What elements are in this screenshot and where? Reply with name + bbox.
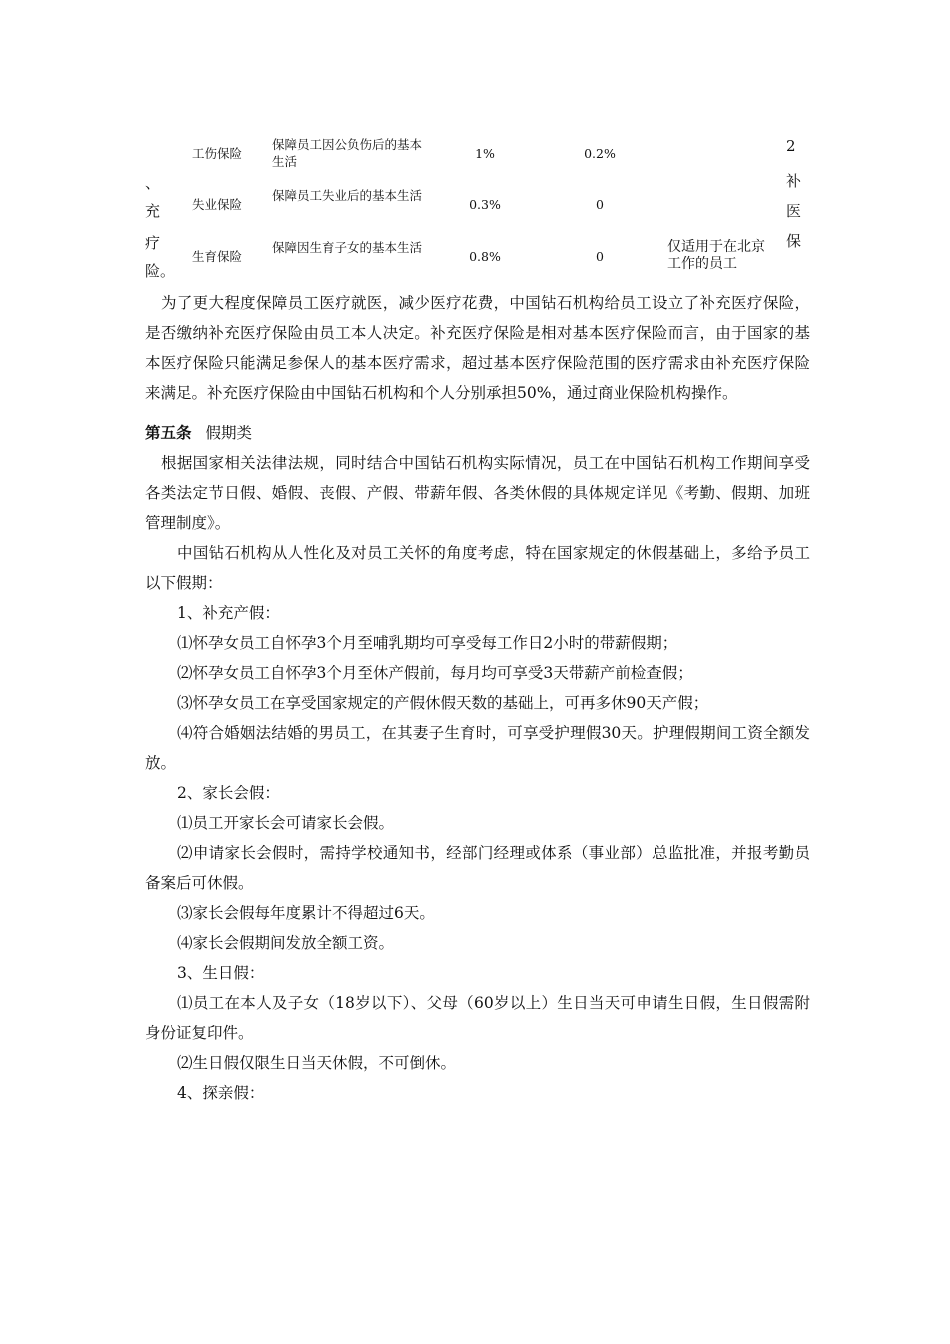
list-item: ⑵申请家长会假时，需持学校通知书，经部门经理或体系（事业部）总监批准，并报考勤员备案后可休假。 <box>145 844 810 892</box>
paragraph-leave-intro: 根据国家相关法律法规，同时结合中国钻石机构实际情况，员工在中国钻石机构工作期间享受各类法定节日假、婚假、丧假、产假、带薪年假、各类休假的具体规定详见《考勤、假期、加班管理制度》。 <box>145 454 810 532</box>
row-purpose: 保障员工失业后的基本生活 <box>272 188 423 203</box>
row-company-rate: 1% <box>475 146 495 161</box>
section-heading: 4、探亲假： <box>177 1084 265 1102</box>
left-fragment: 险。 <box>145 262 176 280</box>
left-fragment: 疗 <box>145 234 161 252</box>
row-purpose: 保障因生育子女的基本生活 <box>272 240 423 255</box>
section-heading: 2、家长会假： <box>177 784 280 802</box>
row-employee-rate: 0 <box>596 249 604 264</box>
list-item: ⑶怀孕女员工在享受国家规定的产假休假天数的基础上，可再多休90天产假； <box>177 694 709 712</box>
left-fragment: 、 <box>145 174 161 192</box>
right-fragment: 保 <box>786 232 802 250</box>
list-item: ⑴员工在本人及子女（18岁以下）、父母（60岁以上）生日当天可申请生日假，生日假需附身份证复印件。 <box>145 994 810 1042</box>
article-title: 假期类 <box>205 424 253 442</box>
left-fragment: 充 <box>145 202 161 220</box>
row-name: 工伤保险 <box>192 146 243 161</box>
list-item: ⑶家长会假每年度累计不得超过6天。 <box>177 904 435 922</box>
section-heading: 1、补充产假： <box>177 604 280 622</box>
paragraph-supplement-medical: 为了更大程度保障员工医疗就医，减少医疗花费，中国钻石机构给员工设立了补充医疗保险，是否缴纳补充医疗保险由员工本人决定。补充医疗保险是相对基本医疗保险而言，由于国家的基本医疗保险只能满足参保人的基本医疗需求，超过基本医疗保险范围的医疗需求由补充医疗保险来满足。补充医疗保险由中国钻石机构和个人分别承担50%，通过商业保险机构操作。 <box>145 294 810 402</box>
row-company-rate: 0.3% <box>469 197 501 212</box>
article-heading <box>145 418 810 448</box>
paragraph-extra-intro: 中国钻石机构从人性化及对员工关怀的角度考虑，特在国家规定的休假基础上，多给予员工以下假期： <box>145 544 810 592</box>
row-employee-rate: 0.2% <box>584 146 616 161</box>
row-employee-rate: 0 <box>596 197 604 212</box>
list-item: ⑴怀孕女员工自怀孕3个月至哺乳期均可享受每工作日2小时的带薪假期； <box>177 634 678 652</box>
body-text <box>145 288 810 1108</box>
row-company-rate: 0.8% <box>469 249 501 264</box>
right-fragment: 补 <box>786 172 802 190</box>
right-fragment: 医 <box>786 202 802 220</box>
insurance-table <box>145 132 810 280</box>
row-name: 生育保险 <box>192 249 243 264</box>
row-purpose: 保障员工因公负伤后的基本生活 <box>272 137 423 169</box>
section-heading: 3、生日假： <box>177 964 265 982</box>
row-name: 失业保险 <box>192 197 243 212</box>
list-item: ⑴员工开家长会可请家长会假。 <box>177 814 395 832</box>
list-item: ⑷符合婚姻法结婚的男员工，在其妻子生育时，可享受护理假30天。护理假期间工资全额发放。 <box>145 724 810 772</box>
list-item: ⑷家长会假期间发放全额工资。 <box>177 934 395 952</box>
list-item: ⑵生日假仅限生日当天休假，不可倒休。 <box>177 1054 457 1072</box>
list-item: ⑵怀孕女员工自怀孕3个月至休产假前，每月均可享受3天带薪产前检查假； <box>177 664 693 682</box>
article-label: 第五条 <box>145 423 192 442</box>
row-note: 仅适用于在北京工作的员工 <box>667 239 765 272</box>
right-fragment: 2 <box>786 137 796 155</box>
